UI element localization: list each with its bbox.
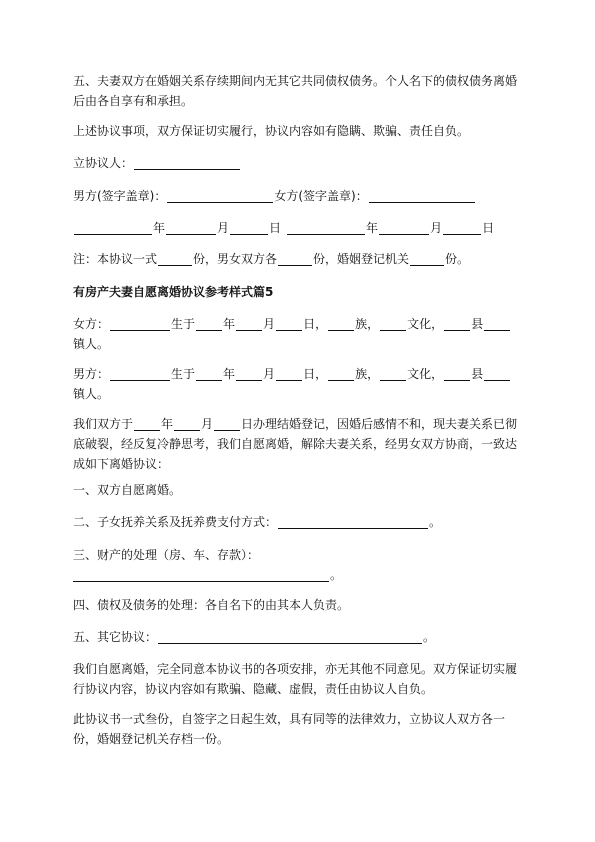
day-label: 日	[269, 221, 282, 235]
note-text-b: 份，男女双方各	[193, 252, 278, 266]
note-text-d: 份。	[445, 252, 470, 266]
town-blank	[484, 317, 510, 331]
birth-day-blank	[276, 367, 302, 381]
female-info-continued: 镇人。	[73, 337, 110, 351]
section-heading: 有房产夫妻自愿离婚协议参考样式篇5	[73, 285, 274, 299]
month-blank	[379, 221, 429, 235]
note-text-a: 注：本协议一式	[73, 252, 158, 266]
signer-blank	[134, 156, 240, 170]
ethnicity-blank	[328, 317, 354, 331]
item-two	[73, 512, 525, 532]
birth-month-blank	[236, 367, 262, 381]
male-sign-label: 男方(签字盖章)：	[73, 189, 167, 203]
ethnicity-label: 族，	[355, 317, 380, 331]
item-four: 四、债权及债务的处理：各自名下的由其本人负责。	[73, 598, 350, 612]
male-info-continued: 镇人。	[73, 387, 110, 401]
year-label: 年	[366, 221, 379, 235]
note-text-c: 份，婚姻登记机关	[313, 252, 410, 266]
female-info-line	[73, 314, 525, 334]
property-blank	[73, 568, 329, 582]
signer-label: 立协议人：	[73, 156, 134, 170]
born-label: 生于	[171, 367, 196, 381]
period: 。	[330, 568, 343, 582]
copies-blank	[158, 252, 192, 266]
birth-month-blank	[236, 317, 262, 331]
month-label: 月	[201, 417, 214, 431]
year-blank	[74, 221, 152, 235]
born-label: 生于	[171, 317, 196, 331]
female-sign-blank	[369, 189, 475, 203]
year-label: 年	[223, 317, 236, 331]
year-blank	[287, 221, 365, 235]
copies-registry-blank	[410, 252, 444, 266]
ethnicity-label: 族，	[355, 367, 380, 381]
item-three: 三、财产的处理（房、车、存款）：	[73, 548, 260, 562]
female-label: 女方：	[73, 317, 110, 331]
period: 。	[423, 630, 436, 644]
male-label: 男方：	[73, 367, 110, 381]
month-label: 月	[217, 221, 230, 235]
education-label: 文化，	[407, 317, 444, 331]
female-name-blank	[110, 317, 170, 331]
item-five-label: 五、其它协议：	[73, 630, 158, 644]
male-name-blank	[110, 367, 170, 381]
birth-year-blank	[196, 317, 222, 331]
year-label: 年	[223, 367, 236, 381]
marriage-month-blank	[174, 417, 200, 431]
copies-paragraph: 此协议书一式叁份，自签字之日起生效，具有同等的法律效力，立协议人双方各一份，婚姻登记机关存档一份。	[73, 712, 506, 746]
marriage-text-a: 我们双方于	[73, 417, 134, 431]
item-three-fill	[73, 565, 525, 585]
town-blank	[484, 367, 510, 381]
county-label: 县	[471, 317, 484, 331]
marriage-day-blank	[214, 417, 240, 431]
date-line	[73, 218, 525, 238]
guarantee-paragraph: 上述协议事项，双方保证切实履行，协议内容如有隐瞒、欺骗、责任自负。	[73, 124, 470, 138]
copies-each-blank	[278, 252, 312, 266]
month-label: 月	[263, 367, 276, 381]
county-blank	[444, 317, 470, 331]
child-support-blank	[278, 515, 428, 529]
clause-five-debts: 五、夫妻双方在婚姻关系存续期间内无其它共同债权债务。个人名下的债权债务离婚后由各自享有和承担。	[73, 74, 518, 108]
signature-line	[73, 186, 525, 206]
note-line	[73, 249, 525, 269]
male-sign-blank	[167, 189, 273, 203]
county-label: 县	[471, 367, 484, 381]
month-blank	[166, 221, 216, 235]
male-info-line	[73, 364, 525, 384]
day-blank	[443, 221, 481, 235]
day-label: 日，	[303, 367, 328, 381]
marriage-year-blank	[134, 417, 160, 431]
other-agreement-blank	[158, 630, 422, 644]
female-sign-label: 女方(签字盖章)：	[274, 189, 368, 203]
birth-day-blank	[276, 317, 302, 331]
county-blank	[444, 367, 470, 381]
signer-line	[73, 153, 525, 173]
year-label: 年	[153, 221, 166, 235]
voluntary-paragraph: 我们自愿离婚，完全同意本协议书的各项安排，亦无其他不同意见。双方保证切实履行协议内容，协议内容如有欺骗、隐藏、虚假，责任由协议人自负。	[73, 662, 518, 696]
day-label: 日，	[303, 317, 328, 331]
education-blank	[380, 367, 406, 381]
item-one: 一、双方自愿离婚。	[73, 483, 182, 497]
month-label: 月	[263, 317, 276, 331]
marriage-text-d: 日办理结婚登记，因婚后感情不和，现夫妻关系已彻底破裂，经反复冷静思考，我们自愿离婚，解除夫妻关系，经男女双方协商，一致达成如下离婚协议：	[73, 417, 518, 471]
marriage-statement	[73, 414, 525, 474]
day-blank	[230, 221, 268, 235]
education-label: 文化，	[407, 367, 444, 381]
month-label: 月	[430, 221, 443, 235]
item-two-label: 二、子女抚养关系及抚养费支付方式：	[73, 515, 278, 529]
item-five	[73, 627, 525, 647]
birth-year-blank	[196, 367, 222, 381]
year-label: 年	[161, 417, 174, 431]
period: 。	[429, 515, 442, 529]
ethnicity-blank	[328, 367, 354, 381]
education-blank	[380, 317, 406, 331]
day-label: 日	[482, 221, 495, 235]
